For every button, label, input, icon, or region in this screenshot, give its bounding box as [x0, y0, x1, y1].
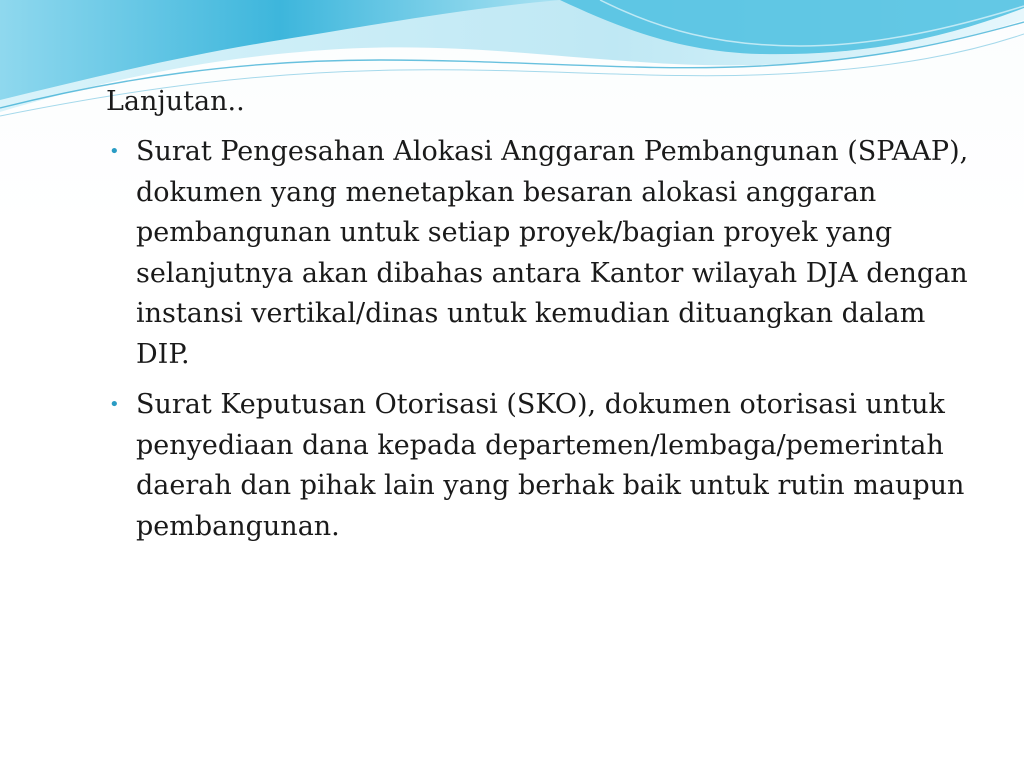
bullet-icon: •	[109, 141, 120, 162]
list-item	[108, 132, 978, 375]
bullet-text: Surat Keputusan Otorisasi (SKO), dokumen otorisasi untuk penyediaan dana kepada departemen/lembaga/pemerintah daerah dan pihak lain yang berhak baik untuk rutin maupun pembangunan.	[136, 389, 965, 542]
bullet-list	[108, 132, 978, 557]
bullet-text: Surat Pengesahan Alokasi Anggaran Pembangunan (SPAAP), dokumen yang menetapkan besaran alokasi anggaran pembangunan untuk setiap proyek/bagian proyek yang selanjutnya akan dibahas antara Kantor wilayah DJA dengan instansi vertikal/dinas untuk kemudian dituangkan dalam DIP.	[136, 136, 969, 370]
bullet-icon: •	[109, 394, 120, 415]
slide-title: Lanjutan..	[106, 86, 245, 117]
list-item	[108, 385, 978, 547]
